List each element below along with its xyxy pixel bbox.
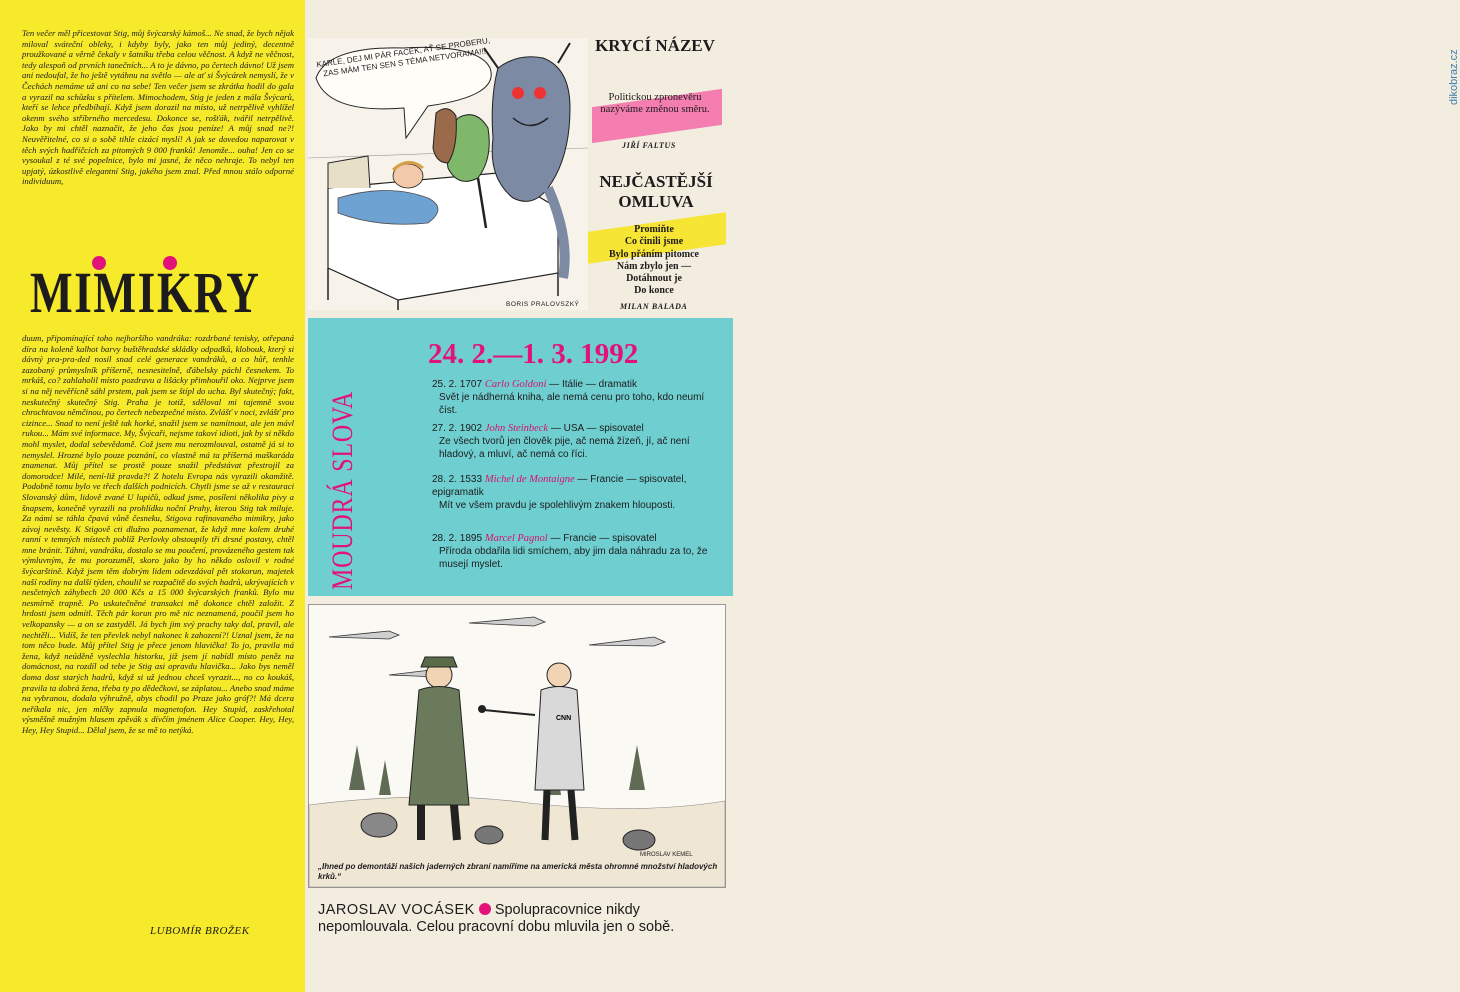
wisdom-title: MOUDRÁ SLOVA bbox=[326, 390, 359, 590]
story-part-2: duum, připomínající toho nejhoršího vandráka: rozdrbané tenisky, otřepaná díra na koleně kalhot barvy buštěhradské skládky odpadků, klobouk, který si dávný pra-pra-ded nosil snad celé generace vandráků, a co hůř, tenhle zazobaný průmyslník příšerně, nesnesitelně, ďábelsky páchl česnekem. To mrkáš, co? zahlaholil místo pozdravu a lišácky přimhouřil oko. Nejprve jsem si na něj nevěřícně sáhl prstem, pak jsem se štípl do ucha. Byl skutečný; fakt, neskutečný skutečný Stig. Praha je totiž, sděloval mi tajemně svou chrochtavou němčinou, po čertech nebezpečné místo. Zvlášť v noci, zvlášť pro cizince... Snad to není ještě tak horké, snažil jsem se namítnout, ale jen mávl rukou... Mám své informace. My, Švýcaři, nejsme takoví idioti, jak by si někdo mohl myslet, dodal sebevědomě. Což jsem mu nerozmlouval, ostatně já si to nemyslel. Hrozné bylo pouze poznání, co vlastně má ta příšerná maškaráda znamenat. Můj přítel se prostě pouze snažil předstávat přestrojil za domorodce! Milé, není-liž pravda?! Z hotelu Evropa nás vyrazili okamžitě. Podobně tomu bylo ve třech dalších podnicích. Chytli jsme se až v restauraci Slovanský dům, lidově zvané U lupičů, odkud jsme, posíleni několika pivy a šnapsem, konečně vyrazili na prohlídku noční Prahy, kterou Stig tak miluje. Za námi se táhla čpavá vůně česneku, Stigova rafinovaného mimikry, jako závoj nevěsty. K Stigově cti dlužno poznamenat, že když mne kolem druhé ranní v temných místech poblíž Perlovky obstoupily tři drsné postavy, chtěl mne bránit. Táhni, vandráku, dostalo se mu poučení, provázeného gestem tak výmluvným, že mu porozuměl, skoro jako by ho někdo oslovil v rodné švýcarštině. Když jsem těm dobrým lidem odevzdával pět stokorun, majetek naší rodiny na další týden, choulil se rozpačitě do svých hadrů, ukrývajících v nesčetných záhybech 20 000 Kčs a 15 000 švýcarských franků. Bylo mu nesmírně trapně. Po uskutečněné transakci mě dokonce chtěl založit. Z hrdosti jsem odmítl. Těch pár korun pro mě nic neznamená, poučil jsem ho velkopansky — a on se zastyděl. Já bych jim svý prachy taky dal, pravil, ale nechtěli... Vidíš, že ten převlek nebyl nakonec k zahození?! Uznal jsem, že na tom něco bude. Můj přítel Stig je přece jenom hlavička! To jo, pravila má žena, když neúděně vyslechla historku, již jsem jí nabídl místo peněz na domácnost, na rozdíl od tebe je Stig asi opravdu hlavička... Jako bys neměl doma dost starých hadrů, když si už jednou chceš vyrazit..., no co koukáš, pravila ta dobrá žena, třeba ty po dědečkovi, se záplatou... Anebo snad máme na vybranou, dodala výhružně, abys chodil po Praze jako gróf?! Má dcera neříkala nic, jen mlčky zapnula magnetofon. Hey Stupid, zaskřehotal výsměšně mužným hlasem zpěvák s dívčím jménem Alice Cooper. Hey, Hey, Hey, Hey Stupid... Dělal jsem, že se mě to netýká. bbox=[22, 333, 294, 735]
heading-common-excuse: NEJČASTĚJŠÍ OMLUVA bbox=[599, 172, 713, 211]
wisdom-date-range: 24. 2.—1. 3. 1992 bbox=[428, 338, 639, 370]
cartoon-speech: KARLE, DEJ MI PÁR FACEK, AŤ SE PROBERU, ZAS MÁM TEN SEN S TÉMA NETVORAMA!!! bbox=[315, 35, 491, 79]
entry-date: 25. 2. 1707 bbox=[432, 379, 483, 390]
footer-bullet bbox=[479, 903, 491, 915]
cover-name-text: Politickou zpronevěru nazýváme změnou směru. bbox=[600, 92, 710, 115]
wisdom-entry bbox=[432, 473, 717, 512]
footer-text: Spolupracovnice nikdy nepomlouvala. Celou pracovní dobu mluvila jen o sobě. bbox=[318, 902, 675, 935]
entry-date: 28. 2. 1533 bbox=[432, 474, 483, 485]
story-part-1: Ten večer měl přicestovat Stig, můj švýcarský kámoš... Ne snad, že bych nějak miloval sváteční obleky, i kdyby byly, jako ten můj jediný, decentně proužkované a věrně čekaly v šatníku třeba celou věčnost. A když ne věčnost, tedy alespoň od prvních tanečních... A to je dávno, po čertech dávno! Už jsem ani nedoufal, že ho ještě vytáhnu na světlo — ale ať si Švýcárek nemyslí, že v Čechách nemáme už ani co na sebe! Ten večer jsem se zkrátka hodil do gala a vyrazil na schůzku s přítelem. Mimochodem, Stig je jeden z mála Švýcarů, kteří se lehce předbíhají. Když jsem dorazil na místo, už netrpělivě vyhlížel okenm svého stříbrného mercedesu. Dokonce se, rošťák, tvářil netrpělivě. Jako by mi chtěl naznačit, že jeho čas jsou peníze! A můj snad ne?! Neuvěřitelné, co si o sobě tihle cizácí myslí! A jak se dovedou naparovat v těch svých hadříčcích za pitomých 9 000 franků! Jenomže... ouha! Jen co se vysoukal z té své popelnice, bylo mi jasné, že něco nehraje. To nebyl ten upjatý, úzkostlivě elegantní Stig, jakého jsem znal. Před mnou stálo odporné individuum, bbox=[22, 28, 294, 187]
entry-quote: Ze všech tvorů jen člověk pije, ač nemá žízeň, jí, ač není hladový, a mluví, ač nemá co říci. bbox=[439, 436, 690, 460]
entry-info: — Francie — spisovatel, epigramatik bbox=[432, 474, 687, 498]
wisdom-entry bbox=[432, 422, 717, 461]
story-author: LUBOMÍR BROŽEK bbox=[150, 925, 250, 937]
entry-author: John Steinbeck bbox=[484, 423, 549, 434]
entry-quote: Svět je nádherná kniha, ale nemá cenu pro toho, kdo neumí číst. bbox=[439, 392, 705, 416]
cartoon-missiles-caption: „Ihned po demontáži našich jaderných zbraní namíříme na americká města ohromné množství hladových krků.“ bbox=[318, 862, 718, 881]
entry-author: Michel de Montaigne bbox=[484, 474, 575, 485]
cover-name-signature: JIŘÍ FALTUS bbox=[622, 141, 676, 150]
cartoon-missiles bbox=[308, 604, 726, 888]
entry-quote: Mít ve všem pravdu je spolehlivým znakem hlouposti. bbox=[439, 500, 676, 511]
entry-quote: Příroda obdařila lidi smíchem, aby jim dala náhradu za to, že musejí myslet. bbox=[439, 546, 708, 570]
footer-quote bbox=[318, 902, 718, 936]
cnn-badge: CNN bbox=[556, 715, 572, 722]
entry-info: — USA — spisovatel bbox=[550, 423, 644, 434]
entry-author: Carlo Goldoni bbox=[484, 379, 547, 390]
entry-date: 28. 2. 1895 bbox=[432, 533, 483, 544]
cartoon-missiles-drawing bbox=[309, 605, 725, 887]
entry-date: 27. 2. 1902 bbox=[432, 423, 483, 434]
wisdom-entry bbox=[432, 378, 717, 417]
cartoon-missiles-artist: MIROSLAV KEMEL bbox=[640, 852, 693, 858]
footer-author: JAROSLAV VOCÁSEK bbox=[318, 902, 475, 918]
heading-cover-name: KRYCÍ NÁZEV bbox=[595, 36, 715, 55]
entry-info: — Francie — spisovatel bbox=[550, 533, 657, 544]
story-title: MIMIKRY bbox=[30, 260, 261, 325]
site-brand: dikobraz.cz bbox=[1448, 49, 1460, 105]
common-excuse-signature: MILAN BALADA bbox=[620, 302, 688, 311]
wisdom-title-wrap bbox=[326, 340, 366, 590]
common-excuse-text: Promiňte Co činili jsme Bylo přáním pitomce Nám zbylo jen — Dotáhnout je Do konce bbox=[609, 224, 699, 297]
entry-info: — Itálie — dramatik bbox=[549, 379, 637, 390]
entry-author: Marcel Pagnol bbox=[484, 533, 548, 544]
cartoon-nightmare-artist: BORIS PRALOVSZKÝ bbox=[506, 301, 580, 308]
wisdom-entry bbox=[432, 532, 717, 571]
cartoon-nightmare bbox=[308, 35, 588, 310]
